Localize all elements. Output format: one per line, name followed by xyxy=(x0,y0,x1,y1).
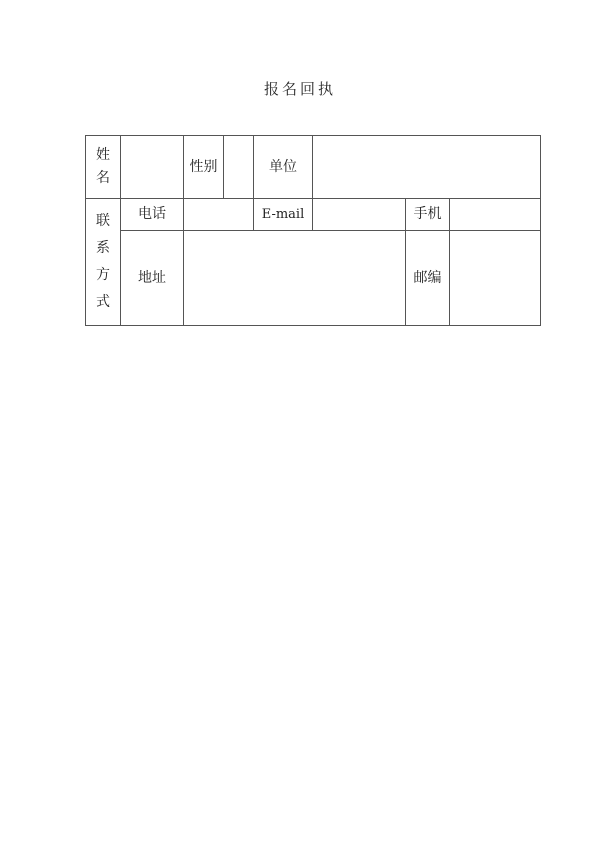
gender-field[interactable] xyxy=(224,136,254,199)
gender-label: 性别 xyxy=(184,136,224,199)
phone-field[interactable] xyxy=(184,199,254,231)
registration-receipt-table xyxy=(85,135,541,326)
name-field[interactable] xyxy=(121,136,184,199)
table-row xyxy=(86,231,541,326)
unit-field[interactable] xyxy=(313,136,541,199)
unit-label: 单位 xyxy=(254,136,313,199)
email-label: E-mail xyxy=(254,199,313,231)
table-row xyxy=(86,199,541,231)
phone-label: 电话 xyxy=(121,199,184,231)
zipcode-label: 邮编 xyxy=(406,231,450,326)
contact-label: 联 系 方 式 xyxy=(86,199,121,326)
email-field[interactable] xyxy=(313,199,406,231)
name-label: 姓 名 xyxy=(86,136,121,199)
address-field[interactable] xyxy=(184,231,406,326)
mobile-field[interactable] xyxy=(450,199,541,231)
table-row xyxy=(86,136,541,199)
zipcode-field[interactable] xyxy=(450,231,541,326)
mobile-label: 手机 xyxy=(406,199,450,231)
form-title: 报名回执 xyxy=(263,80,336,98)
address-label: 地址 xyxy=(121,231,184,326)
